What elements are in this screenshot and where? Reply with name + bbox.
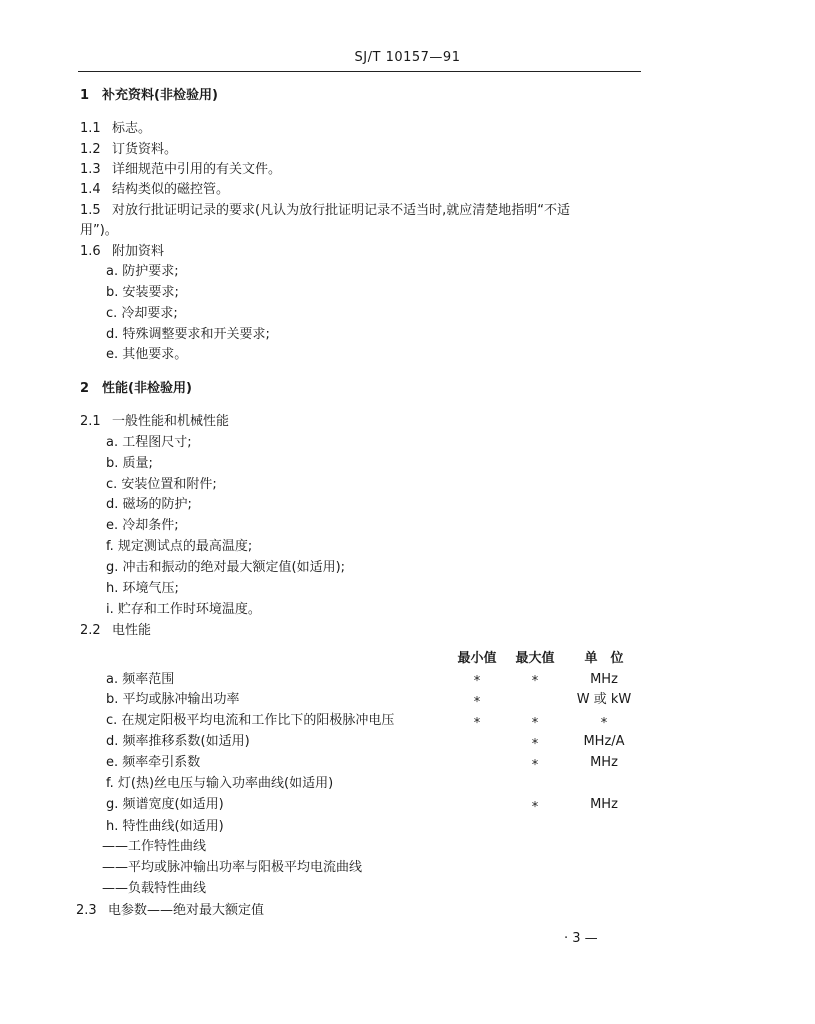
- table-row: d. 频率推移系数(如适用): [106, 734, 250, 749]
- curve-item: ——负载特性曲线: [102, 881, 207, 896]
- column-header-max: 最大值: [515, 651, 555, 666]
- table-row: g. 频谱宽度(如适用): [106, 797, 224, 812]
- column-header-min: 最小值: [457, 651, 497, 666]
- cell-min: *: [473, 674, 481, 689]
- section-2-heading: 2 性能(非检验用): [80, 381, 192, 396]
- table-row: a. 频率范围: [106, 672, 175, 687]
- list-item: h. 环境气压;: [106, 581, 179, 596]
- cell-max: *: [531, 716, 539, 731]
- list-item: b. 安装要求;: [106, 285, 179, 300]
- curve-item: ——工作特性曲线: [102, 839, 207, 854]
- table-row: b. 平均或脉冲输出功率: [106, 692, 240, 707]
- item-2-3: 2.3 电参数——绝对最大额定值: [76, 903, 265, 918]
- cell-unit: MHz: [590, 755, 618, 770]
- cell-unit: MHz/A: [583, 734, 625, 749]
- cell-unit: W 或 kW: [576, 692, 632, 707]
- page-number: · 3 —: [564, 931, 598, 946]
- cell-max: *: [531, 758, 539, 773]
- item-1-5-continued: 用”)。: [80, 223, 118, 238]
- table-row: f. 灯(热)丝电压与输入功率曲线(如适用): [106, 776, 334, 791]
- list-item: f. 规定测试点的最高温度;: [106, 539, 253, 554]
- table-row: c. 在规定阳极平均电流和工作比下的阳极脉冲电压: [106, 713, 395, 728]
- list-item: b. 质量;: [106, 456, 153, 471]
- cell-max: *: [531, 800, 539, 815]
- list-item: i. 贮存和工作时环境温度。: [106, 602, 261, 617]
- list-item: d. 磁场的防护;: [106, 497, 192, 512]
- cell-min: *: [473, 716, 481, 731]
- cell-max: *: [531, 674, 539, 689]
- item-2-1: 2.1 一般性能和机械性能: [80, 414, 230, 429]
- table-row: e. 频率牵引系数: [106, 755, 201, 770]
- list-item: e. 冷却条件;: [106, 518, 179, 533]
- list-item: a. 防护要求;: [106, 264, 179, 279]
- item-1-6: 1.6 附加资料: [80, 244, 165, 259]
- cell-unit: *: [600, 716, 608, 731]
- item-1-2: 1.2 订货资料。: [80, 142, 178, 157]
- list-item: g. 冲击和振动的绝对最大额定值(如适用);: [106, 560, 346, 575]
- item-1-4: 1.4 结构类似的磁控管。: [80, 182, 230, 197]
- item-1-1: 1.1 标志。: [80, 121, 152, 136]
- cell-unit: MHz: [590, 797, 618, 812]
- doc-header-code: SJ/T 10157—91: [354, 50, 461, 65]
- section-1-heading: 1 补充资料(非检验用): [80, 88, 218, 103]
- list-item: d. 特殊调整要求和开关要求;: [106, 327, 270, 342]
- cell-unit: MHz: [590, 672, 618, 687]
- list-item: a. 工程图尺寸;: [106, 435, 192, 450]
- list-item: c. 安装位置和附件;: [106, 477, 217, 492]
- table-row: h. 特性曲线(如适用): [106, 819, 224, 834]
- list-item: e. 其他要求。: [106, 347, 188, 362]
- header-rule: [78, 71, 641, 72]
- item-1-5: 1.5 对放行批证明记录的要求(凡认为放行批证明记录不适当时,就应清楚地指明“不适: [80, 203, 570, 218]
- cell-max: *: [531, 737, 539, 752]
- cell-min: *: [473, 695, 481, 710]
- item-1-3: 1.3 详细规范中引用的有关文件。: [80, 162, 282, 177]
- column-header-unit: 单 位: [584, 651, 624, 666]
- list-item: c. 冷却要求;: [106, 306, 178, 321]
- curve-item: ——平均或脉冲输出功率与阳极平均电流曲线: [102, 860, 363, 875]
- item-2-2: 2.2 电性能: [80, 623, 152, 638]
